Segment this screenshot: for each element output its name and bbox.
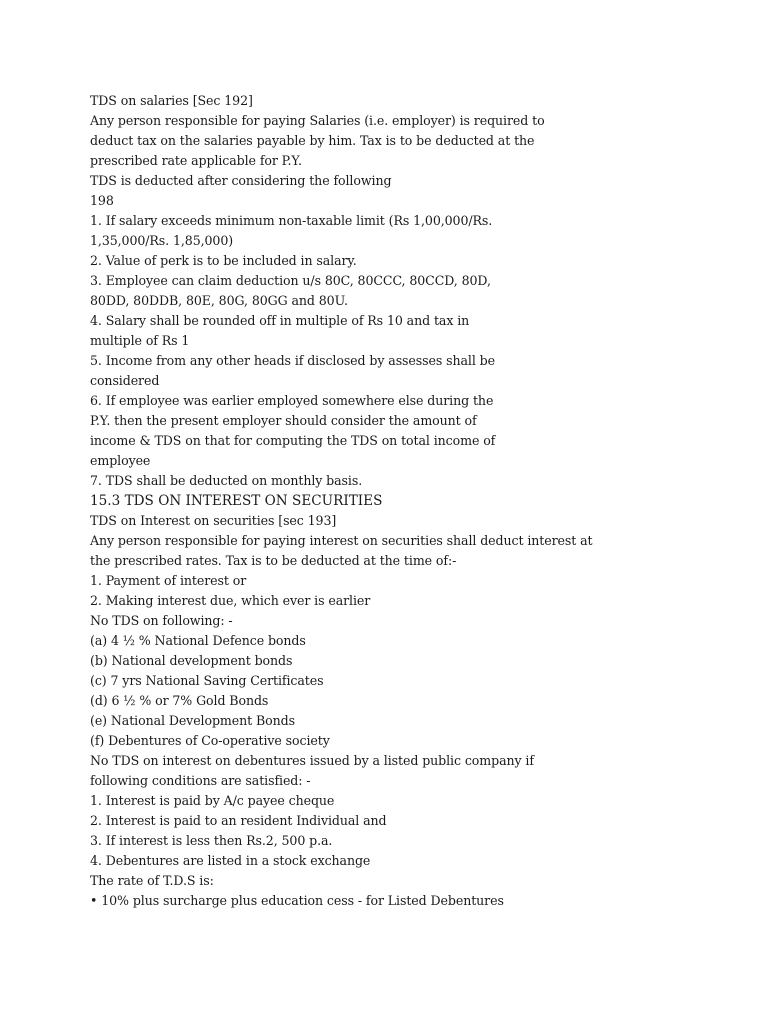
list-item: 80DD, 80DDB, 80E, 80G, 80GG and 80U. bbox=[90, 293, 348, 308]
list-item: 1,35,000/Rs. 1,85,000) bbox=[90, 233, 234, 248]
paragraph-line: No TDS on interest on debentures issued by a listed public company if bbox=[90, 753, 534, 768]
paragraph-line: Any person responsible for paying Salaries (i.e. employer) is required to bbox=[90, 113, 545, 128]
list-item: 2. Interest is paid to an resident Individual and bbox=[90, 813, 387, 828]
bullet-item: • 10% plus surcharge plus education cess - for Listed Debentures bbox=[90, 893, 504, 908]
section-heading-interest-securities: 15.3 TDS ON INTEREST ON SECURITIES bbox=[90, 493, 383, 509]
list-item: considered bbox=[90, 373, 160, 388]
list-item: income & TDS on that for computing the TDS on total income of bbox=[90, 433, 496, 448]
paragraph-line: following conditions are satisfied: - bbox=[90, 773, 311, 788]
list-item: (b) National development bonds bbox=[90, 653, 293, 668]
paragraph-line: the prescribed rates. Tax is to be deducted at the time of:- bbox=[90, 553, 457, 568]
list-item: 7. TDS shall be deducted on monthly basis. bbox=[90, 473, 363, 488]
list-item: 4. Debentures are listed in a stock exchange bbox=[90, 853, 371, 868]
paragraph-line: deduct tax on the salaries payable by him. Tax is to be deducted at the bbox=[90, 133, 535, 148]
list-item: (c) 7 yrs National Saving Certificates bbox=[90, 673, 324, 688]
list-item: 3. If interest is less then Rs.2, 500 p.a. bbox=[90, 833, 333, 848]
paragraph-line: The rate of T.D.S is: bbox=[90, 873, 214, 888]
list-item: (a) 4 ½ % National Defence bonds bbox=[90, 633, 306, 648]
list-item: multiple of Rs 1 bbox=[90, 333, 190, 348]
section-heading-tds-salaries: TDS on salaries [Sec 192] bbox=[90, 93, 253, 108]
paragraph-line: prescribed rate applicable for P.Y. bbox=[90, 153, 302, 168]
list-item: 1. Interest is paid by A/c payee cheque bbox=[90, 793, 335, 808]
list-item: 4. Salary shall be rounded off in multiple of Rs 10 and tax in bbox=[90, 313, 470, 328]
list-item: 3. Employee can claim deduction u/s 80C, 80CCC, 80CCD, 80D, bbox=[90, 273, 491, 288]
list-item: (d) 6 ½ % or 7% Gold Bonds bbox=[90, 693, 269, 708]
subsection-heading: TDS on Interest on securities [sec 193] bbox=[90, 513, 337, 528]
list-item: (e) National Development Bonds bbox=[90, 713, 295, 728]
list-item: 1. Payment of interest or bbox=[90, 573, 247, 588]
list-item: P.Y. then the present employer should consider the amount of bbox=[90, 413, 477, 428]
list-item: 2. Value of perk is to be included in salary. bbox=[90, 253, 357, 268]
list-item: 1. If salary exceeds minimum non-taxable limit (Rs 1,00,000/Rs. bbox=[90, 213, 493, 228]
list-item: 6. If employee was earlier employed somewhere else during the bbox=[90, 393, 494, 408]
list-item: 5. Income from any other heads if disclosed by assesses shall be bbox=[90, 353, 495, 368]
paragraph-line: TDS is deducted after considering the following bbox=[90, 173, 392, 188]
paragraph-line: Any person responsible for paying interest on securities shall deduct interest at bbox=[90, 533, 593, 548]
list-item: 2. Making interest due, which ever is earlier bbox=[90, 593, 371, 608]
page-number: 198 bbox=[90, 193, 114, 208]
paragraph-line: No TDS on following: - bbox=[90, 613, 233, 628]
list-item: (f) Debentures of Co-operative society bbox=[90, 733, 330, 748]
list-item: employee bbox=[90, 453, 151, 468]
document-text bbox=[90, 91, 730, 911]
